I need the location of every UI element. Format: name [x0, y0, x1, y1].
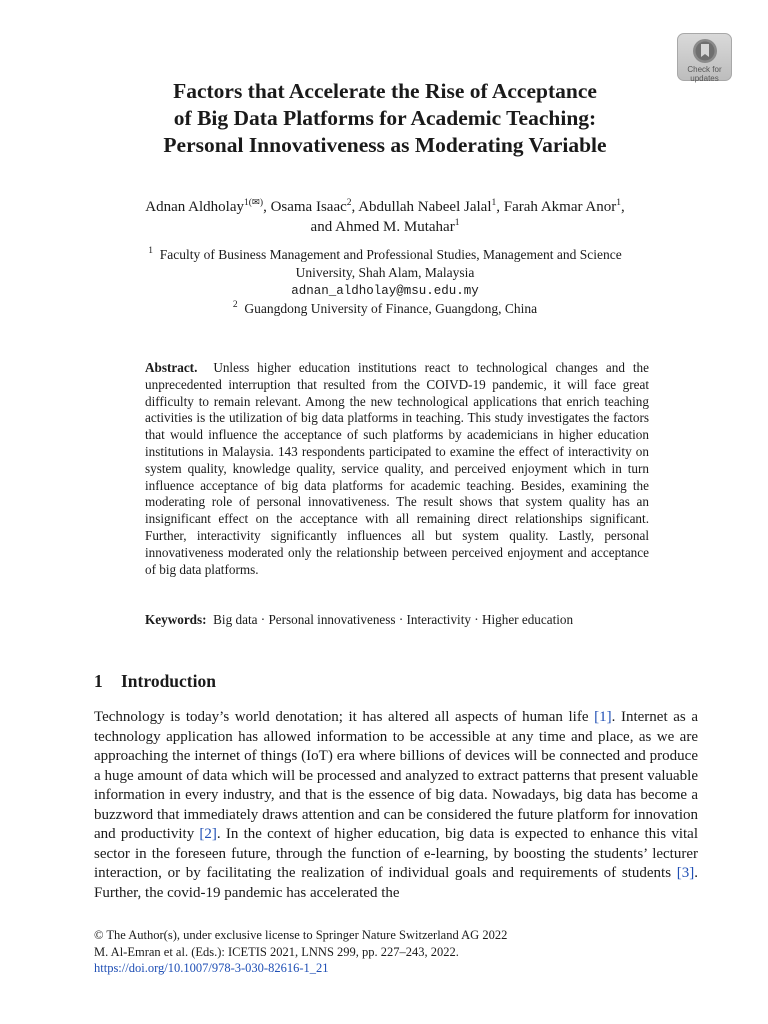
author-separator: ,: [620, 199, 625, 215]
abstract-text: Unless higher education institutions react to technological changes and the unprecedented interruption that resulted from the COIVD-19 pandemic, it will face great difficulty to remain relevant. Among the new technological applications that enrich teaching activities is the utilization of big data platforms in teaching. This study investigates the factors that would influence the acceptance of such platforms by academicians in higher education institutions in Malaysia. 143 respondents participated to examine the effect of interactivity on system quality, knowledge quality, service quality, and perceived enjoyment which in turn influence acceptance of big data platforms for academic teaching. Besides, examining the moderating role of personal innovativeness. The result shows that system quality has an insignificant effect on the acceptance with all remaining direct relationships significant. Further, interactivity significantly influences all but system quality. Lastly, personal innovativeness moderated only the relationship between perceived enjoyment and acceptance of big data platforms.: [145, 360, 650, 577]
introduction-paragraph: Technology is today’s world denotation; it has altered all aspects of human life [1]. Internet as a technology application has allowed information to be accessible at any time and place, as we are approaching the internet of things (IoT) era where billions of devices will be connected and produce a huge amount of data which will be processed and analyzed to extract patterns that present valuable information in every industry, and that is the essence of big data. Nowadays, big data has become a buzzword that immediately draws attention and can be considered the future platform for innovation and productivity [2]. In the context of higher education, big data is expected to enhance this vital sector in the foreseen future, through the function of e-learning, by boosting the students’ lecturer interaction, or by facilitating the realization of individual goals and requirements of students [3]. Further, the covid-19 pandemic has accelerated the: [94, 709, 699, 901]
abstract: [145, 360, 649, 578]
author-name: Adnan Aldholay: [145, 199, 245, 215]
section-number: 1: [94, 671, 103, 691]
affiliations: [60, 246, 710, 318]
badge-label: Check for updates: [687, 65, 722, 83]
doi-link[interactable]: https://doi.org/10.1007/978-3-030-82616-1_21: [94, 961, 329, 975]
citation-link[interactable]: [2]: [199, 826, 217, 842]
author-name: , Farah Akmar Anor: [496, 199, 617, 215]
title-line-2: of Big Data Platforms for Academic Teaching:: [173, 106, 597, 130]
copyright-line: © The Author(s), under exclusive license to Springer Nature Switzerland AG 2022: [94, 928, 508, 942]
author-affiliation-mark: 1: [616, 198, 621, 208]
abstract-label: Abstract.: [145, 360, 198, 375]
author-name: and Ahmed M. Mutahar: [310, 219, 455, 235]
author-list: [60, 197, 710, 237]
author-email[interactable]: adnan_aldholay@msu.edu.my: [291, 284, 479, 298]
title-line-1: Factors that Accelerate the Rise of Acceptance: [173, 79, 597, 103]
title-line-3: Personal Innovativeness as Moderating Variable: [163, 133, 607, 157]
bookmark-icon: [692, 38, 718, 64]
author-affiliation-mark: 1(✉): [244, 198, 264, 208]
citation-link[interactable]: [3]: [676, 865, 695, 881]
citation-link[interactable]: [1]: [594, 709, 612, 725]
author-affiliation-mark: 1: [454, 218, 460, 228]
author-affiliation-mark: 1: [491, 198, 497, 208]
section-title: Introduction: [121, 671, 216, 691]
affiliation-1: $^1$ Faculty of Business Management and Professional Studies, Management and Science: [148, 246, 622, 262]
check-for-updates-badge[interactable]: [677, 33, 732, 81]
section-heading: [94, 671, 216, 692]
citation-line: M. Al-Emran et al. (Eds.): ICETIS 2021, LNNS 299, pp. 227–243, 2022.: [94, 944, 459, 959]
affiliation-2: $^2$ Guangdong University of Finance, Guangdong, China: [232, 300, 538, 316]
keywords-label: Keywords:: [145, 612, 207, 627]
copyright-footer: [94, 927, 698, 977]
author-affiliation-mark: 2: [346, 198, 352, 208]
author-name: , Osama Isaac: [263, 199, 347, 215]
keywords-text: Big data · Personal innovativeness · Interactivity · Higher education: [213, 612, 574, 627]
affiliation-1-cont: University, Shah Alam, Malaysia: [295, 265, 475, 280]
author-name: , Abdullah Nabeel Jalal: [351, 199, 492, 215]
paper-title: [60, 78, 710, 159]
keywords: [145, 611, 665, 628]
